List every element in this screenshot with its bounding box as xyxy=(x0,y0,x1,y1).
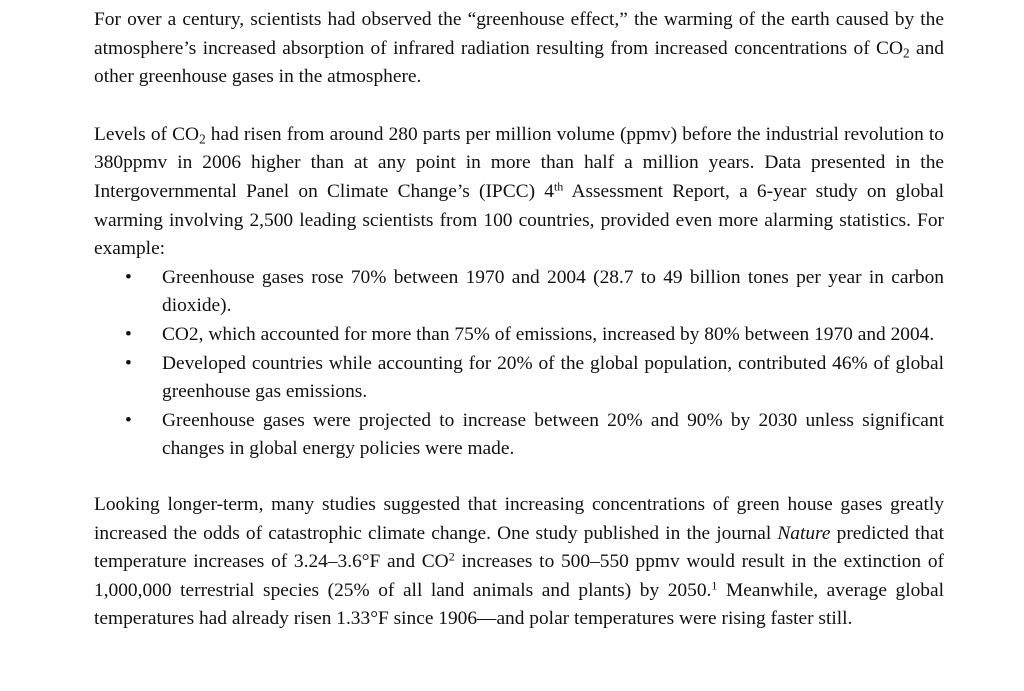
bullet-text: CO2, which accounted for more than 75% of emissions, increased by 80% between 1970 and 2004. xyxy=(162,323,935,345)
bullet-text: Greenhouse gases rose 70% between 1970 and 2004 (28.7 to 49 billion tones per year in carbon dioxide). xyxy=(162,266,944,317)
document-page xyxy=(94,6,944,634)
paragraph2-text-b: had risen from around 280 parts per million volume (ppmv) before the industrial revolution to 380ppmv in 2006 higher than at any point in more than half a million years. Data presented in the Intergovernmental Panel on Climate Change’s (IPCC) 4 xyxy=(94,123,944,202)
list-item xyxy=(94,350,944,407)
bullet-icon: • xyxy=(125,266,132,288)
paragraph3-text-c: increases to 500–550 ppmv would result in the extinction of 1,000,000 terrestrial species (25% of all land animals and plants) by 2050. xyxy=(94,551,944,601)
statistics-bullet-list xyxy=(94,264,944,464)
ordinal-superscript: th xyxy=(553,179,564,194)
paragraph1-text-a: For over a century, scientists had observed the “greenhouse effect,” the warming of the earth caused by the atmosphere’s increased absorption of infrared radiation resulting from increased concentrations of CO xyxy=(94,9,944,59)
co2-superscript: 2 xyxy=(448,549,455,564)
bullet-icon: • xyxy=(125,323,132,345)
co2-subscript: 2 xyxy=(199,131,206,147)
list-item xyxy=(94,407,944,464)
bullet-text: Greenhouse gases were projected to increase between 20% and 90% by 2030 unless significant changes in global energy policies were made. xyxy=(162,409,944,460)
bullet-icon: • xyxy=(125,409,132,431)
paragraph2-text-a: Levels of CO xyxy=(94,123,200,145)
paragraph1-text-b: and other greenhouse gases in the atmosphere. xyxy=(94,37,944,88)
co2-subscript: 2 xyxy=(903,44,910,60)
journal-name: Nature xyxy=(777,522,831,544)
list-item xyxy=(94,264,944,321)
paragraph3-text-b: predicted that temperature increases of 3.24–3.6°F and CO xyxy=(94,522,944,573)
footnote-marker: 1 xyxy=(711,578,718,593)
paragraph-greenhouse-effect xyxy=(94,6,944,92)
paragraph-co2-levels xyxy=(94,121,944,264)
bullet-text: Developed countries while accounting for 20% of the global population, contributed 46% of global greenhouse gas emissions. xyxy=(162,352,944,403)
paragraph3-text-a: Looking longer-term, many studies suggested that increasing concentrations of green house gases greatly increased the odds of catastrophic climate change. One study published in the journal xyxy=(94,493,944,544)
paragraph-long-term-outlook xyxy=(94,491,944,634)
bullet-icon: • xyxy=(125,352,132,374)
list-item xyxy=(94,321,944,350)
paragraph2-text-c: Assessment Report, a 6-year study on global warming involving 2,500 leading scientists from 100 countries, provided even more alarming statistics. For example: xyxy=(94,180,944,260)
paragraph3-text-d: Meanwhile, average global temperatures had already risen 1.33°F since 1906—and polar temperatures were rising faster still. xyxy=(94,579,944,630)
